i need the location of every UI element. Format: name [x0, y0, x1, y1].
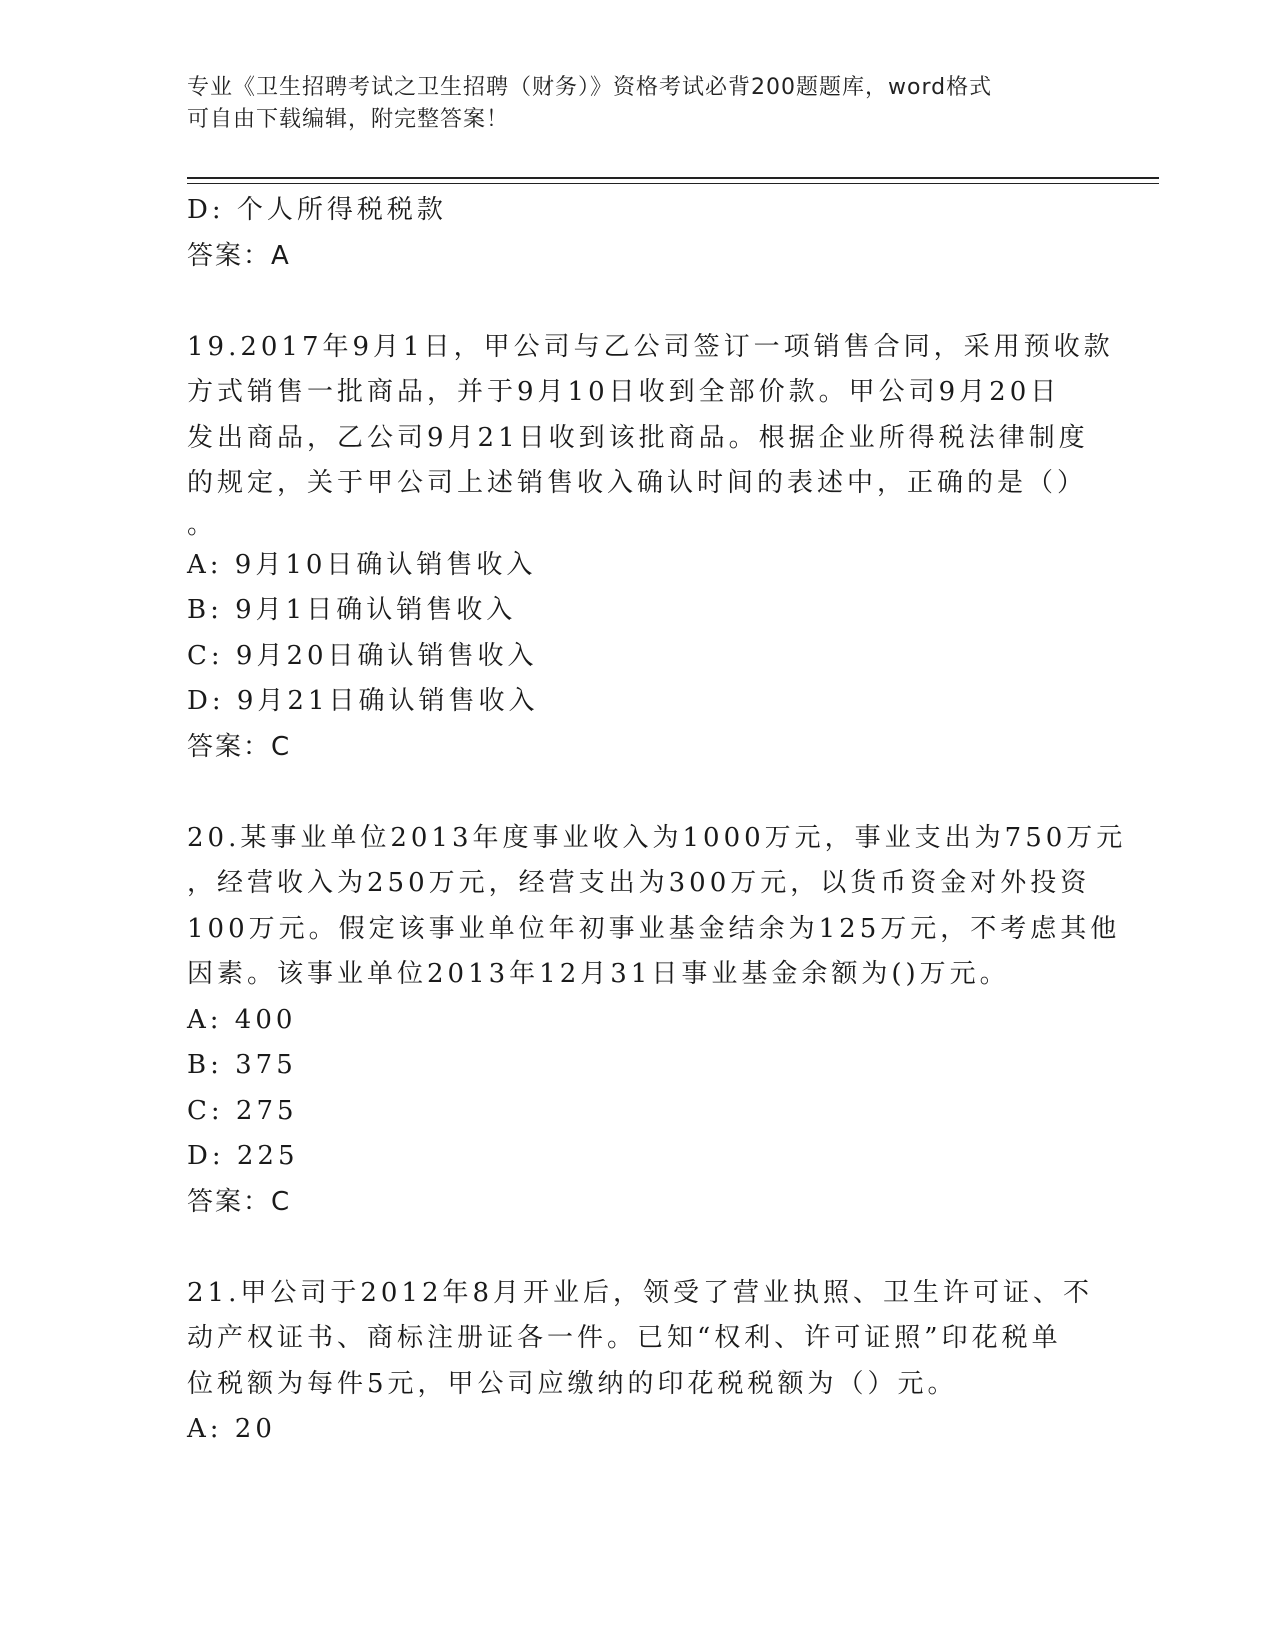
- question-text-line: 19.2017年9月1日，甲公司与乙公司签订一项销售合同，采用预收款: [187, 331, 1114, 362]
- spacer: [187, 1225, 1087, 1271]
- option-a: A: 9月10日确认销售收入: [187, 549, 537, 580]
- question-text-line: 位税额为每件5元，甲公司应缴纳的印花税税额为（）元。: [187, 1368, 958, 1399]
- spacer: [187, 770, 1087, 816]
- question-text-line: 100万元。假定该事业单位年初事业基金结余为125万元，不考虑其他: [187, 913, 1121, 944]
- answer: 答案：A: [187, 240, 291, 271]
- option-d: D: 个人所得税税款: [187, 195, 447, 225]
- question-text-line: 20.某事业单位2013年度事业收入为1000万元，事业支出为750万元: [187, 822, 1127, 853]
- question-21: [187, 1271, 1094, 1453]
- header-line-1: 专业《卫生招聘考试之卫生招聘（财务）》资格考试必背200题题库，word格式: [187, 75, 993, 100]
- question-text-line: 21.甲公司于2012年8月开业后，领受了营业执照、卫生许可证、不: [187, 1277, 1094, 1308]
- question-text-line: 发出商品，乙公司9月21日收到该批商品。根据企业所得税法律制度: [187, 422, 1089, 453]
- answer: 答案：C: [187, 731, 292, 762]
- spacer: [187, 279, 1087, 325]
- answer: 答案：C: [187, 1186, 292, 1217]
- document-body: [187, 188, 1127, 1453]
- question-text-line: 。: [187, 509, 218, 540]
- option-a: A: 20: [187, 1414, 276, 1444]
- question-text-line: 动产权证书、商标注册证各一件。已知“权利、许可证照”印花税单: [187, 1323, 1062, 1353]
- question-18-tail: [187, 188, 1087, 279]
- header-line-2: 可自由下载编辑，附完整答案！: [187, 107, 510, 132]
- option-b: B: 375: [187, 1050, 297, 1080]
- option-a: A: 400: [187, 1004, 297, 1035]
- option-b: B: 9月1日确认销售收入: [187, 595, 517, 625]
- option-c: C: 275: [187, 1095, 298, 1126]
- option-d: D: 225: [187, 1141, 299, 1171]
- question-20: [187, 816, 1127, 1226]
- document-header: [187, 72, 1067, 136]
- header-divider-thick: [187, 177, 1159, 179]
- header-divider-thin: [187, 183, 1159, 184]
- question-text-line: 的规定，关于甲公司上述销售收入确认时间的表述中，正确的是（）: [187, 468, 1088, 498]
- question-19: [187, 325, 1114, 771]
- option-d: D: 9月21日确认销售收入: [187, 686, 539, 716]
- question-text-line: 方式销售一批商品，并于9月10日收到全部价款。甲公司9月20日: [187, 377, 1061, 407]
- option-c: C: 9月20日确认销售收入: [187, 640, 538, 671]
- question-text-line: 因素。该事业单位2013年12月31日事业基金余额为()万元。: [187, 959, 1010, 989]
- question-text-line: ，经营收入为250万元，经营支出为300万元，以货币资金对外投资: [187, 868, 1091, 898]
